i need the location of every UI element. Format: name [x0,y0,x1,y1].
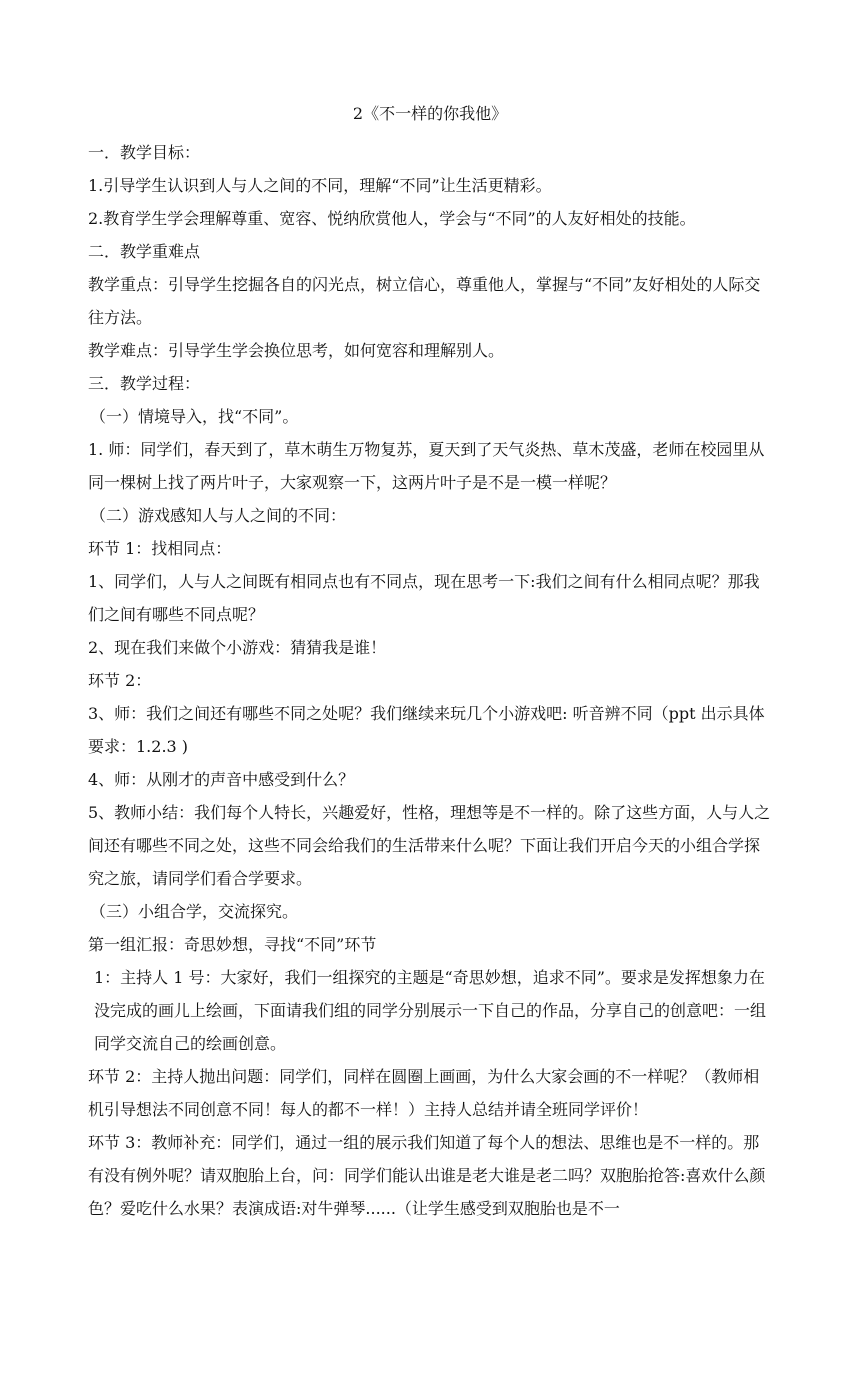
paragraph: 2、现在我们来做个小游戏：猜猜我是谁！ [88,638,387,657]
document-body [88,136,772,1225]
heading-objectives: 一．教学目标： [88,143,201,162]
paragraph: 4、师：从刚才的声音中感受到什么？ [88,770,355,789]
paragraph: 环节 2：主持人抛出问题：同学们，同样在圆圈上画画，为什么大家会画的不一样呢？（教师相机引导想法不同创意不同！每人的都不一样！）主持人总结并请全班同学评价！ [88,1067,760,1119]
paragraph: 1. 师：同学们，春天到了，草木萌生万物复苏，夏天到了天气炎热、草木茂盛，老师在校园里从同一棵树上找了两片叶子，大家观察一下，这两片叶子是不是一模一样呢？ [88,440,765,492]
paragraph: 5、教师小结：我们每个人特长，兴趣爱好，性格，理想等是不一样的。除了这些方面，人与人之间还有哪些不同之处，这些不同会给我们的生活带来什么呢？下面让我们开启今天的小组合学探究之旅，请同学们看合学要求。 [88,803,771,888]
paragraph: 第一组汇报：奇思妙想，寻找“不同”环节 [88,935,377,954]
paragraph: 教学重点：引导学生挖掘各自的闪光点，树立信心，尊重他人，掌握与“不同”友好相处的人际交往方法。 [88,275,761,327]
paragraph: 教学难点：引导学生学会换位思考，如何宽容和理解别人。 [88,341,505,360]
paragraph: 1：主持人 1 号：大家好，我们一组探究的主题是“奇思妙想，追求不同”。要求是发挥想象力在没完成的画儿上绘画，下面请我们组的同学分别展示一下自己的作品，分享自己的创意吧：一组同学交流自己的绘画创意。 [94,968,767,1053]
heading-key-points: 二．教学重难点 [88,242,201,261]
subheading: （三）小组合学，交流探究。 [90,902,299,921]
paragraph: 环节 1：找相同点： [88,539,232,558]
paragraph: 3、师：我们之间还有哪些不同之处呢？我们继续来玩几个小游戏吧: 听音辨不同（ppt 出示具体要求：1.2.3 ) [88,704,765,756]
paragraph: 环节 3：教师补充：同学们，通过一组的展示我们知道了每个人的想法、思维也是不一样的。那有没有例外呢？请双胞胎上台，问：同学们能认出谁是老大谁是老二吗？双胞胎抢答:喜欢什么颜色？爱吃什么水果？表演成语:对牛弹琴......（让学生感受到双胞胎也是不一 [88,1133,766,1218]
subheading: （一）情境导入，找“不同”。 [90,407,299,426]
paragraph: 环节 2： [88,671,152,690]
paragraph: 1、同学们，人与人之间既有相同点也有不同点，现在思考一下:我们之间有什么相同点呢？那我们之间有哪些不同点呢？ [88,572,760,624]
document-title: 2《不一样的你我他》 [352,104,508,123]
paragraph: 2.教育学生学会理解尊重、宽容、悦纳欣赏他人，学会与“不同”的人友好相处的技能。 [88,209,696,228]
subheading: （二）游戏感知人与人之间的不同： [90,506,347,525]
heading-process: 三．教学过程： [88,374,201,393]
paragraph: 1.引导学生认识到人与人之间的不同，理解“不同”让生活更精彩。 [88,176,552,195]
